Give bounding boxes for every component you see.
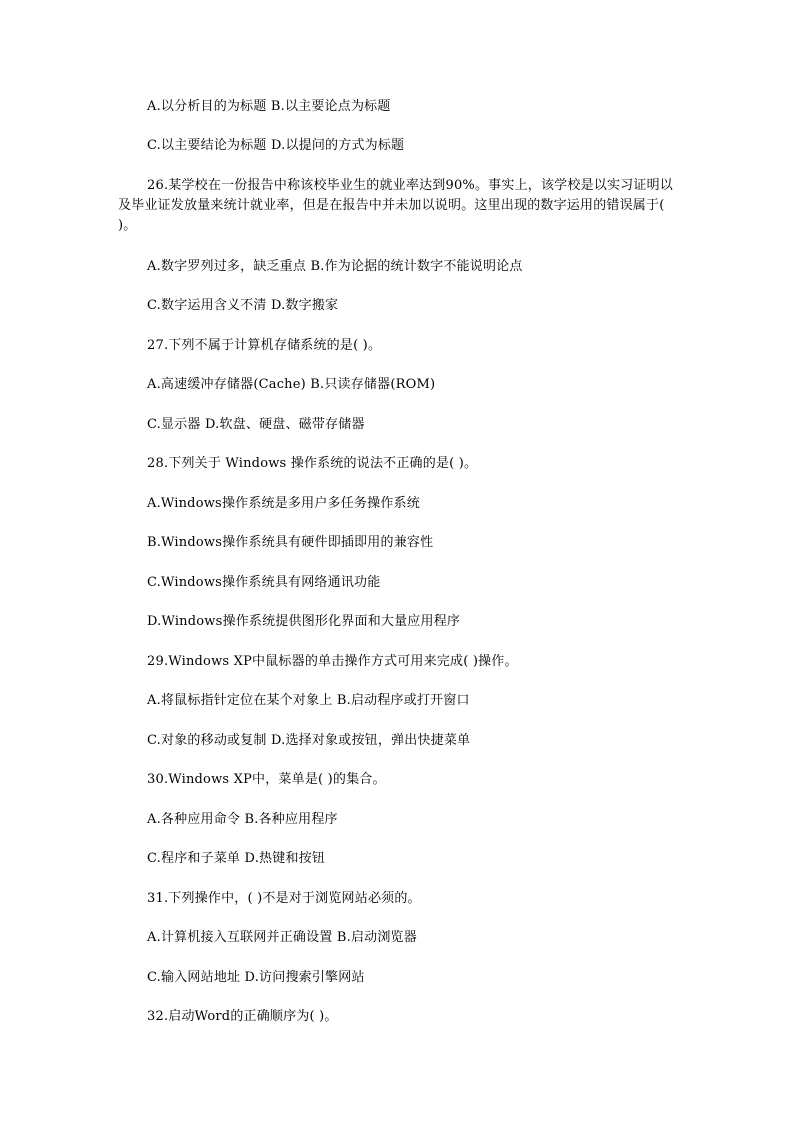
option-line: C.Windows操作系统具有网络通讯功能 — [147, 575, 381, 590]
option-line: A.计算机接入互联网并正确设置 B.启动浏览器 — [147, 930, 417, 945]
option-line: C.以主要结论为标题 D.以提问的方式为标题 — [147, 138, 405, 153]
question-27: 27.下列不属于计算机存储系统的是( )。 — [147, 338, 382, 353]
option-line: A.数字罗列过多，缺乏重点 B.作为论据的统计数字不能说明论点 — [147, 259, 523, 274]
option-line: C.输入网站地址 D.访问搜索引擎网站 — [147, 970, 365, 985]
option-line: B.Windows操作系统具有硬件即插即用的兼容性 — [147, 535, 434, 550]
option-line: C.对象的移动或复制 D.选择对象或按钮，弹出快捷菜单 — [147, 733, 471, 748]
option-line: A.高速缓冲存储器(Cache) B.只读存储器(ROM) — [147, 377, 436, 392]
option-line: C.数字运用含义不清 D.数字搬家 — [147, 298, 339, 313]
option-line: A.Windows操作系统是多用户多任务操作系统 — [147, 496, 420, 511]
option-line: A.将鼠标指针定位在某个对象上 B.启动程序或打开窗口 — [147, 693, 470, 708]
option-line: C.显示器 D.软盘、硬盘、磁带存储器 — [147, 417, 365, 432]
option-line: D.Windows操作系统提供图形化界面和大量应用程序 — [147, 614, 461, 629]
question-31: 31.下列操作中，( )不是对于浏览网站必须的。 — [147, 891, 421, 906]
option-line: C.程序和子菜单 D.热键和按钮 — [147, 851, 326, 866]
question-28: 28.下列关于 Windows 操作系统的说法不正确的是( )。 — [147, 456, 478, 471]
question-30: 30.Windows XP中，菜单是( )的集合。 — [147, 772, 386, 787]
option-line: A.各种应用命令 B.各种应用程序 — [147, 812, 338, 827]
option-line: A.以分析目的为标题 B.以主要论点为标题 — [147, 99, 391, 114]
question-26: 26.某学校在一份报告中称该校毕业生的就业率达到90%。事实上，该学校是以实习证明以及毕业证发放量来统计就业率，但是在报告中并未加以说明。这里出现的数字运用的错误属于( )。 — [118, 178, 673, 233]
question-32: 32.启动Word的正确顺序为( )。 — [147, 1009, 338, 1024]
question-29: 29.Windows XP中鼠标器的单击操作方式可用来完成( )操作。 — [147, 654, 518, 669]
